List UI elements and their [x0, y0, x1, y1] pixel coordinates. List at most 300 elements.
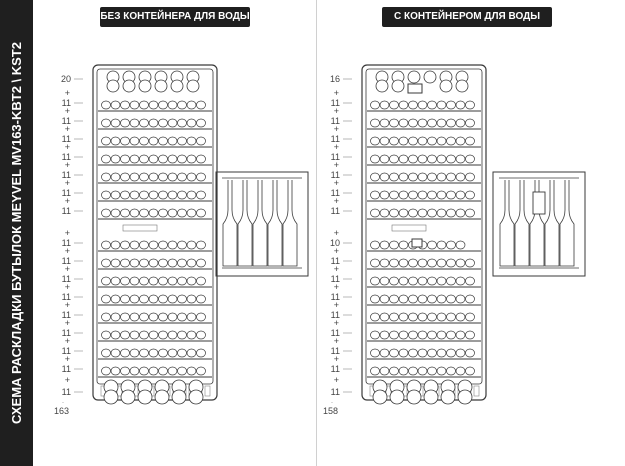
bottle-on-shelf — [102, 331, 111, 339]
plus-sign: + — [64, 282, 70, 292]
bottle-top — [139, 80, 151, 92]
bottle-on-shelf — [168, 367, 177, 375]
bottle-on-shelf — [428, 349, 437, 357]
count-shelf: 11 — [61, 98, 71, 108]
plus-sign: + — [333, 160, 339, 170]
bottle-bottom — [172, 390, 186, 404]
count-shelf: 11 — [330, 206, 340, 216]
bottle-top — [187, 80, 199, 92]
bottle-on-shelf — [466, 313, 475, 321]
bottle-on-shelf — [390, 259, 399, 267]
count-shelf: 10 — [329, 238, 340, 248]
bottle-on-shelf — [149, 349, 158, 357]
bottle-on-shelf — [456, 173, 465, 181]
bottle-on-shelf — [187, 277, 196, 285]
bottle-on-shelf — [140, 295, 149, 303]
bottle-on-shelf — [140, 191, 149, 199]
bottle-on-shelf — [187, 241, 196, 249]
bottle-on-shelf — [140, 277, 149, 285]
bottle-on-shelf — [466, 191, 475, 199]
bottle-on-shelf — [121, 277, 130, 285]
bottle-on-shelf — [187, 173, 196, 181]
drawer-side-view — [216, 172, 308, 276]
bottle-on-shelf — [399, 241, 408, 249]
bottle-bottom — [424, 390, 438, 404]
plus-sign: + — [333, 106, 339, 116]
bottle-on-shelf — [149, 367, 158, 375]
bottle-on-shelf — [380, 155, 389, 163]
bottle-on-shelf — [380, 259, 389, 267]
bottle-top — [107, 80, 119, 92]
bottle-on-shelf — [456, 119, 465, 127]
bottle-on-shelf — [149, 295, 158, 303]
bottle-on-shelf — [149, 119, 158, 127]
bottle-on-shelf — [178, 259, 187, 267]
plus-sign: + — [333, 178, 339, 188]
bottle-on-shelf — [418, 349, 427, 357]
bottle-on-shelf — [456, 209, 465, 217]
bottle-on-shelf — [437, 173, 446, 181]
bottle-on-shelf — [111, 173, 120, 181]
bottle-on-shelf — [140, 101, 149, 109]
bottle-bottom — [390, 390, 404, 404]
bottle-on-shelf — [380, 173, 389, 181]
plus-sign: + — [333, 246, 339, 256]
bottle-on-shelf — [466, 137, 475, 145]
bottle-on-shelf — [140, 137, 149, 145]
bottle-on-shelf — [140, 209, 149, 217]
bottle-bottom — [104, 390, 118, 404]
bottle-on-shelf — [456, 259, 465, 267]
bottle-on-shelf — [178, 101, 187, 109]
bottle-on-shelf — [130, 259, 139, 267]
bottle-on-shelf — [140, 241, 149, 249]
bottle-on-shelf — [178, 137, 187, 145]
bottle-on-shelf — [447, 367, 456, 375]
bottle-on-shelf — [371, 367, 380, 375]
bottle-on-shelf — [437, 313, 446, 321]
bottle-on-shelf — [390, 119, 399, 127]
bottle-top — [123, 80, 135, 92]
bottle-on-shelf — [168, 349, 177, 357]
bottle-on-shelf — [159, 277, 168, 285]
bottle-on-shelf — [178, 295, 187, 303]
water-container — [533, 192, 545, 214]
bottle-on-shelf — [371, 331, 380, 339]
side-title: СХЕМА РАСКЛАДКИ БУТЫЛОК MEYVEL MV163-KBT2 \ KST2 — [9, 41, 24, 425]
plus-sign: + — [64, 88, 70, 98]
bottle-top — [408, 71, 420, 83]
count-bottom: 11 — [61, 387, 71, 397]
bottle-on-shelf — [149, 173, 158, 181]
bottle-on-shelf — [149, 209, 158, 217]
bottle-on-shelf — [371, 259, 380, 267]
bottle-on-shelf — [130, 191, 139, 199]
bottle-on-shelf — [197, 367, 206, 375]
bottle-on-shelf — [102, 259, 111, 267]
bottle-on-shelf — [111, 313, 120, 321]
bottle-on-shelf — [140, 349, 149, 357]
vent-slot — [474, 386, 479, 396]
bottle-on-shelf — [418, 295, 427, 303]
bottle-on-shelf — [447, 349, 456, 357]
count-shelf: 11 — [61, 256, 71, 266]
bottle-on-shelf — [428, 277, 437, 285]
bottle-on-shelf — [428, 101, 437, 109]
bottle-on-shelf — [140, 173, 149, 181]
bottle-on-shelf — [371, 277, 380, 285]
count-shelf: 11 — [61, 170, 71, 180]
bottle-on-shelf — [456, 331, 465, 339]
bottle-on-shelf — [447, 119, 456, 127]
bottle-on-shelf — [447, 313, 456, 321]
bottle-on-shelf — [380, 137, 389, 145]
plus-sign: + — [333, 354, 339, 364]
bottle-on-shelf — [149, 313, 158, 321]
bottle-on-shelf — [130, 349, 139, 357]
bottle-on-shelf — [390, 313, 399, 321]
bottle-on-shelf — [168, 137, 177, 145]
bottle-on-shelf — [390, 209, 399, 217]
bottle-on-shelf — [428, 191, 437, 199]
bottle-on-shelf — [399, 367, 408, 375]
bottle-on-shelf — [102, 277, 111, 285]
bottle-on-shelf — [178, 313, 187, 321]
bottle-on-shelf — [399, 137, 408, 145]
bottle-on-shelf — [437, 119, 446, 127]
bottle-on-shelf — [380, 331, 389, 339]
bottle-on-shelf — [168, 191, 177, 199]
bottle-side — [515, 180, 529, 266]
count-shelf: 11 — [330, 328, 340, 338]
bottle-on-shelf — [390, 295, 399, 303]
bottle-on-shelf — [456, 313, 465, 321]
bottle-on-shelf — [168, 101, 177, 109]
bottle-on-shelf — [168, 313, 177, 321]
panel-title-right: С КОНТЕЙНЕРОМ ДЛЯ ВОДЫ — [382, 7, 552, 27]
bottle-on-shelf — [111, 367, 120, 375]
bottle-on-shelf — [399, 119, 408, 127]
count-shelf: 11 — [61, 134, 71, 144]
bottle-on-shelf — [102, 119, 111, 127]
bottle-on-shelf — [111, 349, 120, 357]
bottle-on-shelf — [428, 209, 437, 217]
bottle-on-shelf — [447, 259, 456, 267]
bottle-on-shelf — [197, 191, 206, 199]
count-shelf: 11 — [61, 274, 71, 284]
vent-slot — [205, 386, 210, 396]
bottle-on-shelf — [121, 349, 130, 357]
bottle-on-shelf — [371, 173, 380, 181]
bottle-on-shelf — [178, 241, 187, 249]
bottle-on-shelf — [140, 259, 149, 267]
bottle-side — [500, 180, 514, 266]
bottle-top — [376, 80, 388, 92]
count-shelf: 11 — [330, 134, 340, 144]
bottle-on-shelf — [149, 155, 158, 163]
bottle-on-shelf — [168, 277, 177, 285]
bottle-on-shelf — [102, 155, 111, 163]
bottle-on-shelf — [168, 241, 177, 249]
bottle-on-shelf — [466, 277, 475, 285]
bottle-on-shelf — [149, 191, 158, 199]
bottle-on-shelf — [399, 101, 408, 109]
bottle-on-shelf — [187, 191, 196, 199]
bottle-on-shelf — [168, 155, 177, 163]
bottle-on-shelf — [111, 209, 120, 217]
bottle-on-shelf — [102, 313, 111, 321]
bottle-on-shelf — [466, 259, 475, 267]
bottle-on-shelf — [409, 331, 418, 339]
bottle-on-shelf — [102, 173, 111, 181]
bottle-on-shelf — [418, 367, 427, 375]
bottle-on-shelf — [121, 191, 130, 199]
bottle-on-shelf — [447, 241, 456, 249]
bottle-on-shelf — [159, 295, 168, 303]
bottle-on-shelf — [168, 295, 177, 303]
bottle-on-shelf — [197, 173, 206, 181]
bottle-side — [223, 180, 237, 266]
bottle-on-shelf — [121, 173, 130, 181]
bottle-on-shelf — [409, 259, 418, 267]
bottle-on-shelf — [380, 349, 389, 357]
bottle-on-shelf — [197, 155, 206, 163]
plus-sign: + — [333, 124, 339, 134]
bottle-on-shelf — [111, 331, 120, 339]
count-shelf: 11 — [61, 292, 71, 302]
plus-sign: + — [333, 282, 339, 292]
bottle-on-shelf — [159, 155, 168, 163]
bottle-top — [456, 80, 468, 92]
count-shelf: 11 — [330, 170, 340, 180]
plus-sign: + — [333, 336, 339, 346]
bottle-on-shelf — [111, 259, 120, 267]
bottle-top — [155, 80, 167, 92]
bottle-on-shelf — [428, 173, 437, 181]
plus-sign: + — [333, 228, 339, 238]
bottle-on-shelf — [399, 295, 408, 303]
bottle-on-shelf — [418, 101, 427, 109]
bottle-on-shelf — [409, 137, 418, 145]
bottle-on-shelf — [428, 137, 437, 145]
plus-sign: + — [64, 142, 70, 152]
drawer-side-view — [493, 172, 585, 276]
bottle-on-shelf — [447, 173, 456, 181]
bottle-on-shelf — [111, 155, 120, 163]
bottle-on-shelf — [456, 241, 465, 249]
bottle-on-shelf — [197, 313, 206, 321]
bottle-on-shelf — [111, 101, 120, 109]
bottle-on-shelf — [428, 367, 437, 375]
bottle-on-shelf — [197, 241, 206, 249]
bottle-on-shelf — [437, 101, 446, 109]
bottle-on-shelf — [447, 137, 456, 145]
bottle-on-shelf — [380, 277, 389, 285]
bottle-on-shelf — [390, 349, 399, 357]
bottle-on-shelf — [187, 101, 196, 109]
bottle-on-shelf — [371, 191, 380, 199]
plus-sign: + — [64, 196, 70, 206]
count-shelf: 11 — [330, 346, 340, 356]
bottle-on-shelf — [121, 101, 130, 109]
bottle-on-shelf — [149, 241, 158, 249]
bottle-on-shelf — [187, 137, 196, 145]
bottle-on-shelf — [418, 277, 427, 285]
bottle-on-shelf — [418, 137, 427, 145]
bottle-on-shelf — [466, 209, 475, 217]
bottle-on-shelf — [168, 173, 177, 181]
bottle-on-shelf — [159, 313, 168, 321]
bottle-on-shelf — [466, 367, 475, 375]
count-shelf: 11 — [330, 310, 340, 320]
bottle-on-shelf — [399, 155, 408, 163]
water-container — [408, 84, 422, 93]
count-shelf: 11 — [330, 116, 340, 126]
bottle-on-shelf — [399, 191, 408, 199]
bottle-on-shelf — [437, 331, 446, 339]
bottle-side — [238, 180, 252, 266]
bottle-on-shelf — [380, 313, 389, 321]
bottle-on-shelf — [197, 349, 206, 357]
bottle-on-shelf — [428, 241, 437, 249]
bottle-on-shelf — [159, 119, 168, 127]
bottle-bottom — [373, 390, 387, 404]
bottle-on-shelf — [121, 209, 130, 217]
bottle-on-shelf — [418, 155, 427, 163]
bottle-on-shelf — [437, 191, 446, 199]
bottle-on-shelf — [149, 101, 158, 109]
bottle-side — [545, 180, 559, 266]
bottle-on-shelf — [159, 173, 168, 181]
count-bottom: 11 — [330, 387, 340, 397]
bottle-on-shelf — [409, 155, 418, 163]
bottle-on-shelf — [159, 191, 168, 199]
bottle-on-shelf — [456, 349, 465, 357]
bottle-top — [424, 71, 436, 83]
plus-sign: + — [64, 318, 70, 328]
bottle-on-shelf — [437, 209, 446, 217]
bottle-on-shelf — [409, 119, 418, 127]
bottle-on-shelf — [380, 101, 389, 109]
bottle-side — [268, 180, 282, 266]
bottle-on-shelf — [159, 331, 168, 339]
bottle-on-shelf — [130, 119, 139, 127]
bottle-bottom — [189, 390, 203, 404]
bottle-on-shelf — [187, 367, 196, 375]
plus-sign: + — [333, 264, 339, 274]
bottle-on-shelf — [380, 119, 389, 127]
count-shelf: 11 — [330, 292, 340, 302]
bottle-on-shelf — [466, 295, 475, 303]
count-shelf: 11 — [330, 98, 340, 108]
bottle-on-shelf — [187, 295, 196, 303]
bottle-on-shelf — [102, 209, 111, 217]
bottle-on-shelf — [178, 191, 187, 199]
plus-sign: + — [64, 160, 70, 170]
count-total: 158 — [322, 406, 338, 416]
bottle-on-shelf — [159, 367, 168, 375]
bottle-on-shelf — [168, 119, 177, 127]
plus-sign: + — [64, 354, 70, 364]
bottle-on-shelf — [130, 241, 139, 249]
bottle-on-shelf — [418, 259, 427, 267]
bottle-on-shelf — [371, 137, 380, 145]
bottle-on-shelf — [399, 173, 408, 181]
bottle-side — [283, 180, 297, 266]
count-shelf: 11 — [61, 364, 71, 374]
bottle-bottom — [121, 390, 135, 404]
bottle-on-shelf — [187, 119, 196, 127]
bottle-on-shelf — [466, 349, 475, 357]
bottle-on-shelf — [428, 295, 437, 303]
bottle-on-shelf — [121, 155, 130, 163]
bottle-on-shelf — [456, 191, 465, 199]
bottle-on-shelf — [380, 209, 389, 217]
bottle-on-shelf — [187, 331, 196, 339]
bottle-on-shelf — [418, 173, 427, 181]
count-shelf: 11 — [61, 206, 71, 216]
plus-sign: + — [64, 300, 70, 310]
bottle-on-shelf — [159, 241, 168, 249]
bottle-on-shelf — [130, 277, 139, 285]
bottle-on-shelf — [197, 101, 206, 109]
bottle-on-shelf — [437, 137, 446, 145]
bottle-on-shelf — [130, 155, 139, 163]
bottle-on-shelf — [121, 259, 130, 267]
bottle-on-shelf — [418, 313, 427, 321]
bottle-on-shelf — [197, 259, 206, 267]
bottle-on-shelf — [178, 173, 187, 181]
bottle-on-shelf — [371, 241, 380, 249]
bottle-bottom — [155, 390, 169, 404]
bottle-on-shelf — [466, 119, 475, 127]
bottle-top — [440, 80, 452, 92]
bottle-on-shelf — [130, 313, 139, 321]
bottle-on-shelf — [428, 259, 437, 267]
bottle-on-shelf — [418, 209, 427, 217]
bottle-on-shelf — [130, 101, 139, 109]
bottle-on-shelf — [390, 367, 399, 375]
count-shelf: 11 — [61, 152, 71, 162]
bottle-on-shelf — [409, 367, 418, 375]
bottle-on-shelf — [428, 119, 437, 127]
bottle-on-shelf — [111, 137, 120, 145]
bottle-on-shelf — [466, 331, 475, 339]
bottle-on-shelf — [380, 191, 389, 199]
bottle-on-shelf — [187, 259, 196, 267]
bottle-on-shelf — [466, 101, 475, 109]
bottle-top — [392, 80, 404, 92]
plus-sign: + — [333, 196, 339, 206]
count-top: 20 — [60, 74, 71, 84]
bottle-on-shelf — [140, 119, 149, 127]
bottle-on-shelf — [447, 331, 456, 339]
water-container — [412, 239, 422, 247]
bottle-on-shelf — [149, 259, 158, 267]
bottle-on-shelf — [111, 277, 120, 285]
bottle-on-shelf — [197, 331, 206, 339]
plus-sign: + — [333, 88, 339, 98]
bottle-on-shelf — [197, 119, 206, 127]
cabinet-right — [362, 65, 486, 404]
bottle-on-shelf — [428, 331, 437, 339]
count-shelf: 11 — [61, 310, 71, 320]
bottle-on-shelf — [437, 349, 446, 357]
bottle-on-shelf — [130, 331, 139, 339]
bottle-on-shelf — [168, 331, 177, 339]
bottle-on-shelf — [418, 119, 427, 127]
bottle-on-shelf — [409, 313, 418, 321]
